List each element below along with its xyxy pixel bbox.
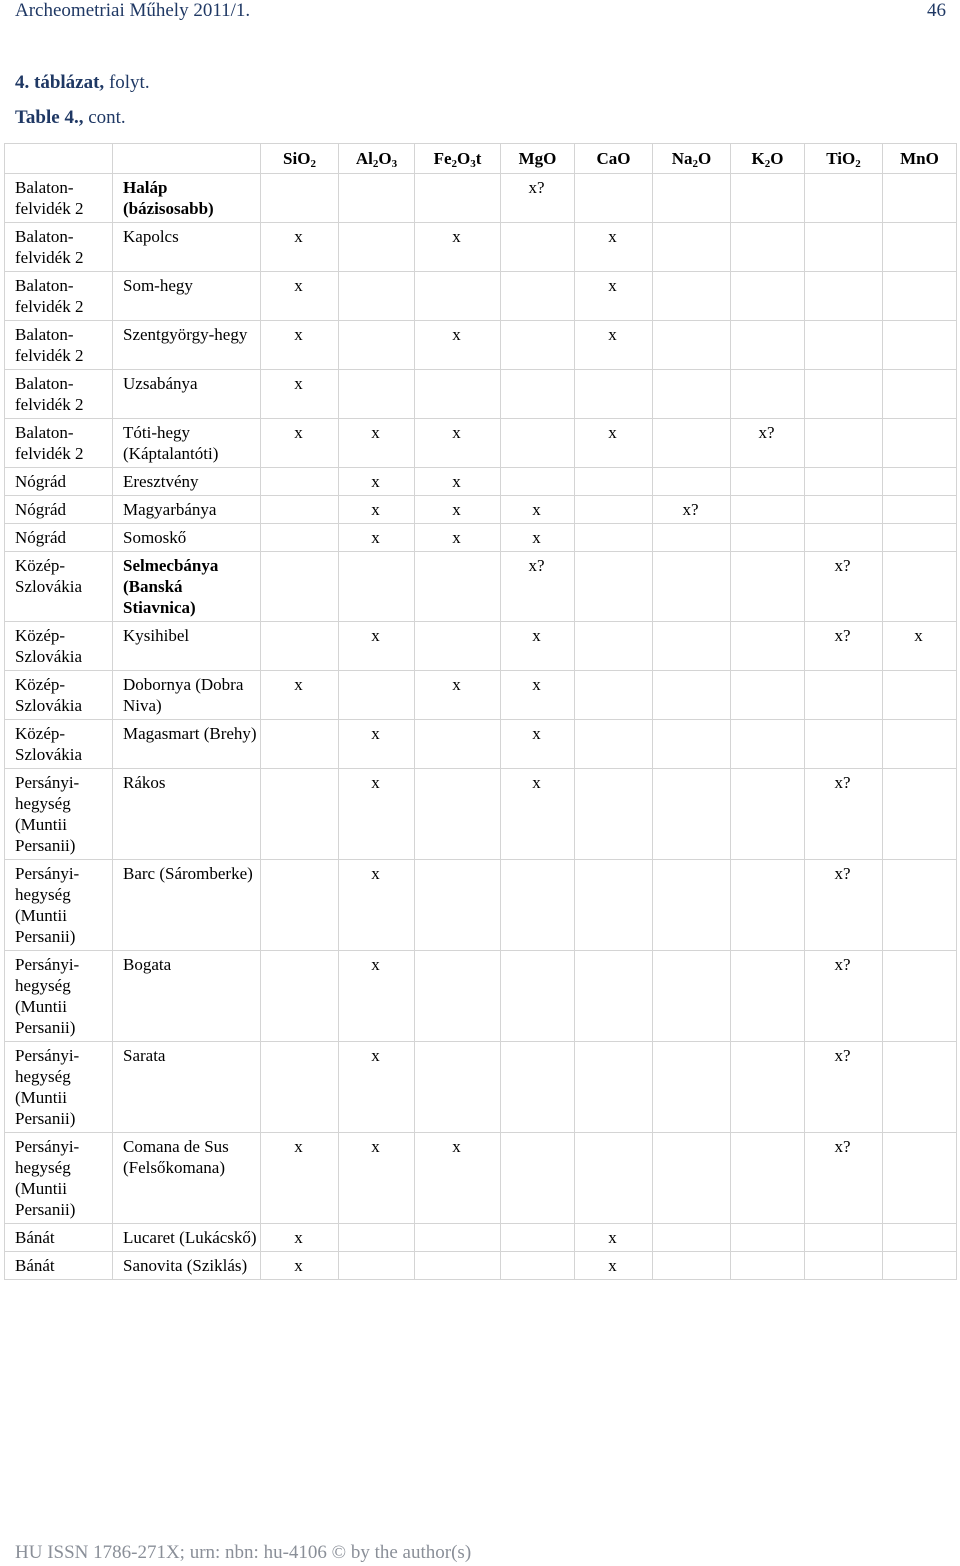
oxide-mark-cell: x <box>339 720 415 769</box>
oxide-mark-cell <box>805 272 883 321</box>
oxide-mark-cell <box>805 720 883 769</box>
oxide-mark-cell <box>575 552 653 622</box>
oxide-mark-cell <box>731 468 805 496</box>
oxide-mark-cell: x <box>261 419 339 468</box>
column-header <box>501 144 575 174</box>
oxide-mark-cell <box>575 1042 653 1133</box>
oxide-mark-cell <box>575 671 653 720</box>
oxide-mark-cell <box>883 860 957 951</box>
locality-cell: Som-hegy <box>113 272 261 321</box>
oxide-mark-cell <box>501 321 575 370</box>
oxide-mark-cell <box>883 951 957 1042</box>
oxide-mark-cell <box>653 223 731 272</box>
oxide-mark-cell <box>575 370 653 419</box>
oxide-mark-cell <box>805 671 883 720</box>
oxide-mark-cell <box>261 622 339 671</box>
region-cell: Nógrád <box>5 524 113 552</box>
locality-cell: Somoskő <box>113 524 261 552</box>
oxide-mark-cell <box>883 769 957 860</box>
oxide-mark-cell: x <box>339 468 415 496</box>
column-header <box>339 144 415 174</box>
table-row <box>5 860 957 951</box>
oxide-mark-cell <box>731 370 805 419</box>
header-blank-cell <box>113 144 261 174</box>
oxide-mark-cell <box>415 720 501 769</box>
table-row <box>5 419 957 468</box>
oxide-mark-cell <box>653 860 731 951</box>
table-row <box>5 1224 957 1252</box>
oxide-mark-cell: x <box>415 419 501 468</box>
table-row <box>5 769 957 860</box>
header-blank-cell <box>5 144 113 174</box>
oxide-mark-cell: x <box>261 1224 339 1252</box>
oxide-mark-cell <box>501 1252 575 1280</box>
column-header-suffix: O <box>698 149 712 168</box>
oxide-mark-cell <box>261 174 339 223</box>
oxide-mark-cell <box>261 496 339 524</box>
table-title-en-label: Table 4., <box>15 107 84 128</box>
oxide-mark-cell: x <box>501 720 575 769</box>
oxide-mark-cell <box>575 496 653 524</box>
table-title-hungarian <box>15 72 150 94</box>
region-cell: Persányi-hegység (Muntii Persanii) <box>5 769 113 860</box>
region-cell: Bánát <box>5 1252 113 1280</box>
table-row <box>5 951 957 1042</box>
oxide-mark-cell <box>415 622 501 671</box>
oxide-mark-cell <box>883 272 957 321</box>
oxide-mark-cell <box>883 1133 957 1224</box>
oxide-mark-cell <box>731 769 805 860</box>
oxide-mark-cell <box>653 622 731 671</box>
oxide-mark-cell <box>731 1133 805 1224</box>
column-header-subscript: 2 <box>372 158 379 170</box>
oxide-mark-cell: x <box>261 370 339 419</box>
column-header <box>261 144 339 174</box>
oxide-mark-cell <box>339 272 415 321</box>
oxide-mark-cell <box>575 720 653 769</box>
oxide-mark-cell: x <box>261 223 339 272</box>
locality-cell: Szentgyörgy-hegy <box>113 321 261 370</box>
column-header <box>653 144 731 174</box>
column-header-suffix: O <box>378 149 392 168</box>
oxide-mark-cell: x <box>501 769 575 860</box>
oxide-mark-cell: x <box>575 1224 653 1252</box>
table-row <box>5 370 957 419</box>
oxide-mark-cell <box>883 419 957 468</box>
oxide-mark-cell <box>261 769 339 860</box>
locality-cell: Lucaret (Lukácskő) <box>113 1224 261 1252</box>
locality-cell: Uzsabánya <box>113 370 261 419</box>
oxide-mark-cell: x <box>261 671 339 720</box>
oxide-mark-cell <box>805 174 883 223</box>
oxide-mark-cell <box>731 860 805 951</box>
oxide-mark-cell <box>501 1224 575 1252</box>
oxide-mark-cell <box>805 223 883 272</box>
oxide-mark-cell <box>653 1252 731 1280</box>
oxide-mark-cell: x <box>339 860 415 951</box>
oxide-mark-cell: x? <box>653 496 731 524</box>
region-cell: Balaton-felvidék 2 <box>5 370 113 419</box>
column-header-subscript: 2 <box>855 158 861 170</box>
oxide-mark-cell <box>805 1224 883 1252</box>
oxide-mark-cell <box>805 496 883 524</box>
oxide-mark-cell <box>339 174 415 223</box>
column-header-subscript: 2 <box>451 158 458 170</box>
locality-cell: Kysihibel <box>113 622 261 671</box>
oxide-mark-cell <box>575 951 653 1042</box>
oxide-mark-cell <box>731 951 805 1042</box>
oxide-mark-cell <box>731 524 805 552</box>
oxide-mark-cell <box>805 321 883 370</box>
oxide-mark-cell: x? <box>805 860 883 951</box>
table-title-english <box>15 107 126 129</box>
oxide-mark-cell: x? <box>731 419 805 468</box>
oxide-mark-cell <box>415 552 501 622</box>
oxide-mark-cell: x <box>339 419 415 468</box>
oxide-mark-cell: x <box>415 1133 501 1224</box>
oxide-mark-cell <box>261 524 339 552</box>
locality-cell: Sarata <box>113 1042 261 1133</box>
column-header <box>805 144 883 174</box>
locality-cell: Eresztvény <box>113 468 261 496</box>
oxide-mark-cell <box>339 1252 415 1280</box>
oxide-mark-cell <box>261 720 339 769</box>
oxide-mark-cell: x <box>339 951 415 1042</box>
column-header-base: Al <box>355 149 373 168</box>
oxide-mark-cell <box>261 860 339 951</box>
oxide-mark-cell <box>653 370 731 419</box>
region-cell: Balaton-felvidék 2 <box>5 223 113 272</box>
oxide-mark-cell <box>731 552 805 622</box>
locality-cell: Barc (Sáromberke) <box>113 860 261 951</box>
oxide-mark-cell <box>339 1224 415 1252</box>
oxide-mark-cell <box>653 671 731 720</box>
locality-cell: Comana de Sus (Felsőkomana) <box>113 1133 261 1224</box>
region-cell: Közép-Szlovákia <box>5 720 113 769</box>
oxide-mark-cell <box>653 720 731 769</box>
table-row <box>5 223 957 272</box>
oxide-mark-cell: x? <box>805 1042 883 1133</box>
column-header-base: TiO <box>826 149 856 168</box>
locality-cell: Haláp (bázisosabb) <box>113 174 261 223</box>
oxide-mark-cell <box>415 1042 501 1133</box>
region-cell: Közép-Szlovákia <box>5 671 113 720</box>
oxide-mark-cell: x <box>261 1133 339 1224</box>
oxide-mark-cell <box>653 1224 731 1252</box>
oxide-mark-cell: x <box>501 524 575 552</box>
oxide-mark-cell: x <box>415 321 501 370</box>
oxide-mark-cell <box>501 860 575 951</box>
column-header-suffix: t <box>475 149 482 168</box>
oxide-mark-cell <box>883 370 957 419</box>
oxide-mark-cell <box>653 951 731 1042</box>
oxide-mark-cell: x? <box>501 174 575 223</box>
oxide-mark-cell <box>501 1133 575 1224</box>
oxide-mark-cell <box>415 769 501 860</box>
table-row <box>5 671 957 720</box>
oxide-mark-cell <box>501 468 575 496</box>
locality-cell: Magyarbánya <box>113 496 261 524</box>
oxide-mark-cell: x <box>339 524 415 552</box>
page-number: 46 <box>927 0 946 21</box>
journal-header: Archeometriai Műhely 2011/1. <box>15 0 251 21</box>
table-row <box>5 174 957 223</box>
oxide-mark-cell: x <box>339 622 415 671</box>
column-header <box>883 144 957 174</box>
oxide-mark-cell: x <box>575 321 653 370</box>
oxide-mark-cell <box>883 552 957 622</box>
oxide-mark-cell <box>653 524 731 552</box>
region-cell: Persányi-hegység (Muntii Persanii) <box>5 1133 113 1224</box>
oxide-mark-cell <box>339 223 415 272</box>
column-header-base: SiO <box>283 149 311 168</box>
column-header-base: Na <box>671 149 693 168</box>
oxide-mark-cell <box>805 370 883 419</box>
oxide-mark-cell <box>731 1252 805 1280</box>
oxide-mark-cell <box>805 468 883 496</box>
oxide-mark-cell: x <box>339 1042 415 1133</box>
table-row <box>5 552 957 622</box>
oxide-mark-cell <box>653 552 731 622</box>
oxide-mark-cell: x <box>415 671 501 720</box>
column-header <box>575 144 653 174</box>
column-header-base: MnO <box>900 149 939 168</box>
oxide-mark-cell <box>653 1042 731 1133</box>
oxide-mark-cell <box>883 524 957 552</box>
oxide-mark-cell <box>731 671 805 720</box>
oxide-mark-cell: x <box>575 223 653 272</box>
oxide-mark-cell <box>731 1224 805 1252</box>
locality-cell: Kapolcs <box>113 223 261 272</box>
oxide-mark-cell: x <box>415 468 501 496</box>
oxide-mark-cell: x <box>883 622 957 671</box>
locality-cell: Dobornya (Dobra Niva) <box>113 671 261 720</box>
oxide-mark-cell: x? <box>805 951 883 1042</box>
locality-cell: Tóti-hegy (Káptalantóti) <box>113 419 261 468</box>
oxide-mark-cell <box>415 860 501 951</box>
table-title-hu-label: 4. táblázat, <box>15 72 105 93</box>
oxide-mark-cell: x <box>575 1252 653 1280</box>
table-row <box>5 496 957 524</box>
oxide-mark-cell <box>415 951 501 1042</box>
column-header-subscript: 3 <box>391 158 398 170</box>
column-header-base: K <box>751 149 765 168</box>
oxide-mark-cell <box>731 622 805 671</box>
oxide-mark-cell <box>261 1042 339 1133</box>
oxide-mark-cell <box>575 174 653 223</box>
oxide-mark-cell: x? <box>805 1133 883 1224</box>
column-header-subscript: 2 <box>310 158 316 170</box>
oxide-mark-cell: x <box>575 272 653 321</box>
oxide-mark-cell <box>501 419 575 468</box>
column-header-subscript: 3 <box>470 158 476 170</box>
oxide-mark-cell <box>415 1252 501 1280</box>
region-cell: Bánát <box>5 1224 113 1252</box>
locality-cell: Rákos <box>113 769 261 860</box>
oxide-mark-cell <box>501 223 575 272</box>
column-header-subscript: 2 <box>692 158 699 170</box>
oxide-mark-cell <box>653 468 731 496</box>
region-cell: Persányi-hegység (Muntii Persanii) <box>5 1042 113 1133</box>
column-header-suffix: O <box>457 149 471 168</box>
oxide-mark-cell <box>731 174 805 223</box>
region-cell: Persányi-hegység (Muntii Persanii) <box>5 860 113 951</box>
oxide-mark-cell <box>731 321 805 370</box>
table-row <box>5 1042 957 1133</box>
oxide-mark-cell: x <box>501 671 575 720</box>
oxide-mark-cell <box>261 951 339 1042</box>
oxide-mark-cell <box>805 1252 883 1280</box>
oxide-mark-cell <box>883 496 957 524</box>
oxide-mark-cell <box>261 468 339 496</box>
oxide-mark-cell <box>731 496 805 524</box>
locality-cell: Bogata <box>113 951 261 1042</box>
oxide-mark-cell <box>653 272 731 321</box>
oxide-mark-cell <box>883 223 957 272</box>
oxide-mark-cell <box>731 1042 805 1133</box>
table-row <box>5 468 957 496</box>
oxide-mark-cell <box>415 174 501 223</box>
oxide-mark-cell <box>653 321 731 370</box>
oxide-mark-cell <box>653 419 731 468</box>
oxide-mark-cell <box>501 272 575 321</box>
region-cell: Balaton-felvidék 2 <box>5 321 113 370</box>
oxide-mark-cell <box>339 671 415 720</box>
oxide-mark-cell: x <box>415 223 501 272</box>
oxide-mark-cell <box>415 272 501 321</box>
column-header-base: CaO <box>596 149 631 168</box>
oxide-mark-cell <box>883 1042 957 1133</box>
region-cell: Balaton-felvidék 2 <box>5 419 113 468</box>
table-row <box>5 622 957 671</box>
oxide-mark-cell <box>731 272 805 321</box>
oxide-mark-cell <box>575 860 653 951</box>
oxide-mark-cell <box>805 419 883 468</box>
oxide-mark-cell: x <box>575 419 653 468</box>
oxide-mark-cell: x <box>339 1133 415 1224</box>
column-header-subscript: 2 <box>764 158 771 170</box>
oxide-mark-cell <box>339 321 415 370</box>
oxide-mark-cell: x <box>415 524 501 552</box>
oxide-mark-cell: x <box>261 321 339 370</box>
locality-cell: Sanovita (Sziklás) <box>113 1252 261 1280</box>
region-cell: Persányi-hegység (Muntii Persanii) <box>5 951 113 1042</box>
oxide-mark-cell: x <box>415 496 501 524</box>
oxide-mark-cell <box>883 1252 957 1280</box>
oxide-mark-cell <box>339 370 415 419</box>
oxide-mark-cell <box>339 552 415 622</box>
oxide-mark-cell <box>501 951 575 1042</box>
column-header <box>415 144 501 174</box>
region-cell: Közép-Szlovákia <box>5 622 113 671</box>
oxide-mark-cell: x <box>501 496 575 524</box>
oxide-mark-cell <box>501 1042 575 1133</box>
table-row <box>5 321 957 370</box>
region-cell: Nógrád <box>5 496 113 524</box>
oxide-mark-cell <box>805 524 883 552</box>
table-row <box>5 1133 957 1224</box>
oxide-mark-cell <box>261 552 339 622</box>
oxide-mark-cell: x? <box>805 552 883 622</box>
oxide-mark-cell: x? <box>805 622 883 671</box>
oxide-mark-cell <box>575 1133 653 1224</box>
locality-cell: Selmecbánya (Banská Stiavnica) <box>113 552 261 622</box>
column-header-base: Fe <box>433 149 452 168</box>
locality-cell: Magasmart (Brehy) <box>113 720 261 769</box>
region-cell: Balaton-felvidék 2 <box>5 272 113 321</box>
oxide-mark-cell <box>653 1133 731 1224</box>
oxide-mark-cell <box>415 1224 501 1252</box>
oxide-mark-cell <box>883 174 957 223</box>
oxide-mark-cell <box>575 622 653 671</box>
oxide-mark-cell <box>575 468 653 496</box>
region-cell: Balaton-felvidék 2 <box>5 174 113 223</box>
region-cell: Nógrád <box>5 468 113 496</box>
oxide-mark-cell <box>575 524 653 552</box>
oxide-mark-cell: x <box>261 1252 339 1280</box>
oxide-mark-cell: x? <box>805 769 883 860</box>
oxide-mark-cell: x <box>339 769 415 860</box>
oxide-mark-cell <box>883 1224 957 1252</box>
column-header <box>731 144 805 174</box>
oxide-mark-cell <box>883 720 957 769</box>
oxide-mark-cell: x? <box>501 552 575 622</box>
oxide-mark-cell: x <box>339 496 415 524</box>
table-row <box>5 524 957 552</box>
oxide-mark-cell <box>883 671 957 720</box>
header-row <box>5 144 957 174</box>
oxide-mark-cell <box>731 720 805 769</box>
table-row <box>5 1252 957 1280</box>
oxide-mark-cell <box>415 370 501 419</box>
oxide-mark-cell <box>731 223 805 272</box>
oxide-mark-cell <box>653 769 731 860</box>
oxide-mark-cell: x <box>501 622 575 671</box>
oxide-mark-cell <box>883 468 957 496</box>
table-title-hu-suffix: folyt. <box>104 72 150 93</box>
table-row <box>5 272 957 321</box>
oxide-mark-cell <box>501 370 575 419</box>
region-cell: Közép-Szlovákia <box>5 552 113 622</box>
footer-issn: HU ISSN 1786-271X; urn: nbn: hu-4106 © by the author(s) <box>15 1542 472 1563</box>
oxide-mark-cell <box>575 769 653 860</box>
table-title-en-suffix: cont. <box>83 107 126 128</box>
oxide-mark-cell: x <box>261 272 339 321</box>
column-header-base: MgO <box>518 149 557 168</box>
table-row <box>5 720 957 769</box>
oxide-mark-cell <box>653 174 731 223</box>
oxide-mark-cell <box>883 321 957 370</box>
column-header-suffix: O <box>770 149 784 168</box>
oxide-table <box>4 143 957 1280</box>
